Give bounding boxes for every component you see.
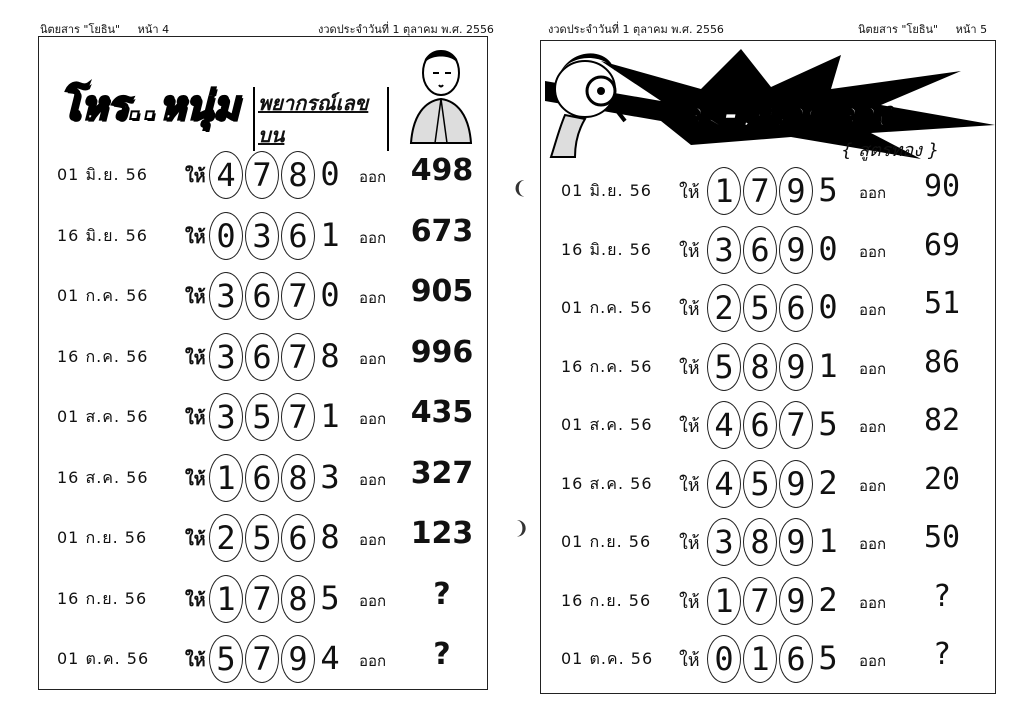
circled-digit: 9 xyxy=(779,343,813,391)
circled-digit: 9 xyxy=(779,577,813,625)
detective-magnifier-icon xyxy=(545,49,631,159)
row-extra-digit: 5 xyxy=(818,405,838,443)
circled-digit: 7 xyxy=(779,401,813,449)
circled-digit: 5 xyxy=(245,393,279,441)
row-date: 01 มิ.ย. 56 xyxy=(57,165,148,184)
circled-digit: 6 xyxy=(779,284,813,332)
row-result: ? xyxy=(433,576,451,612)
row-extra-digit: 5 xyxy=(818,639,838,677)
row-result: 435 xyxy=(410,395,474,430)
circled-digit: 1 xyxy=(743,635,777,683)
circled-digit: 9 xyxy=(779,226,813,274)
left-page-number: หน้า 4 xyxy=(137,23,170,36)
circled-digit: 7 xyxy=(743,577,777,625)
circled-digit: 7 xyxy=(245,151,279,199)
left-subtitle: พยากรณ์เลขบน xyxy=(253,87,389,151)
circled-digit: 6 xyxy=(281,514,315,562)
prediction-row xyxy=(541,224,995,276)
left-magazine-name: นิตยสาร "โยธิน" xyxy=(40,23,121,36)
row-out-label: ออก xyxy=(359,289,387,307)
row-give-label: ให้ xyxy=(679,533,700,554)
circled-digit: 5 xyxy=(209,635,243,683)
circled-digit: 7 xyxy=(245,575,279,623)
circled-digit: 8 xyxy=(281,151,315,199)
row-give-label: ให้ xyxy=(185,408,206,429)
prediction-row xyxy=(541,282,995,334)
row-extra-digit: 8 xyxy=(320,518,340,556)
row-date: 01 มิ.ย. 56 xyxy=(561,181,652,200)
row-date: 01 ต.ค. 56 xyxy=(561,649,654,668)
row-give-label: ให้ xyxy=(185,166,206,187)
row-extra-digit: 4 xyxy=(320,639,340,677)
row-result: 86 xyxy=(923,344,961,380)
row-out-label: ออก xyxy=(359,652,387,670)
prediction-row xyxy=(541,165,995,217)
row-extra-digit: 0 xyxy=(320,276,340,314)
circled-digit: 5 xyxy=(707,343,741,391)
row-out-label: ออก xyxy=(859,242,887,261)
row-give-label: ให้ xyxy=(185,468,206,490)
row-date: 16 มิ.ย. 56 xyxy=(561,239,652,259)
circled-digit: 1 xyxy=(209,454,243,502)
row-give-label: ให้ xyxy=(185,589,206,611)
circled-digit: 4 xyxy=(707,460,741,508)
circled-digit: 3 xyxy=(209,393,243,441)
circled-digit: 1 xyxy=(707,577,741,625)
circled-digit: 6 xyxy=(245,272,279,320)
row-extra-digit: 2 xyxy=(818,580,838,619)
circled-digit: 5 xyxy=(245,514,279,562)
gutter-mark: ❩ xyxy=(514,518,530,539)
row-result: 498 xyxy=(410,153,474,188)
row-date: 16 ก.ค. 56 xyxy=(57,346,149,366)
row-give-label: ให้ xyxy=(185,529,206,550)
row-date: 16 ก.ย. 56 xyxy=(561,590,652,610)
row-out-label: ออก xyxy=(859,301,887,319)
left-draw-date: งวดประจำวันที่ 1 ตุลาคม พ.ศ. 2556 xyxy=(318,23,494,36)
row-extra-digit: 2 xyxy=(818,463,838,502)
row-give-label: ให้ xyxy=(679,357,700,379)
circled-digit: 6 xyxy=(281,212,315,260)
circled-digit: 3 xyxy=(707,518,741,566)
row-out-label: ออก xyxy=(859,476,887,495)
row-result: 673 xyxy=(410,213,474,249)
circled-digit: 9 xyxy=(779,518,813,566)
circled-digit: 1 xyxy=(707,167,741,215)
row-out-label: ออก xyxy=(359,591,387,610)
row-out-label: ออก xyxy=(359,228,387,247)
right-draw-date: งวดประจำวันที่ 1 ตุลาคม พ.ศ. 2556 xyxy=(548,23,724,36)
circled-digit: 6 xyxy=(245,454,279,502)
circled-digit: 7 xyxy=(245,635,279,683)
circled-digit: 8 xyxy=(281,454,315,502)
row-give-label: ให้ xyxy=(679,591,700,613)
circled-digit: 7 xyxy=(281,333,315,381)
row-extra-digit: 8 xyxy=(320,336,340,375)
row-result: 905 xyxy=(410,274,474,309)
row-result: 51 xyxy=(923,286,961,321)
prediction-row xyxy=(541,399,995,451)
prediction-row xyxy=(39,391,487,443)
row-date: 16 ส.ค. 56 xyxy=(57,467,149,487)
prediction-row xyxy=(541,516,995,568)
circled-digit: 4 xyxy=(209,151,243,199)
row-give-label: ให้ xyxy=(679,240,700,262)
row-give-label: ให้ xyxy=(679,474,700,496)
row-date: 01 ก.ย. 56 xyxy=(57,528,148,547)
circled-digit: 0 xyxy=(209,212,243,260)
prediction-row xyxy=(541,458,995,510)
row-give-label: ให้ xyxy=(185,287,206,308)
prediction-row xyxy=(541,341,995,393)
row-out-label: ออก xyxy=(859,184,887,202)
circled-digit: 9 xyxy=(281,635,315,683)
row-result: ? xyxy=(932,637,952,672)
prediction-row xyxy=(39,331,487,383)
circled-digit: 2 xyxy=(209,514,243,562)
circled-digit: 3 xyxy=(209,333,243,381)
prediction-row xyxy=(39,452,487,504)
row-extra-digit: 3 xyxy=(320,457,340,496)
prediction-row xyxy=(39,270,487,322)
right-subtitle: { สูตรทอง } xyxy=(841,140,940,161)
circled-digit: 3 xyxy=(245,212,279,260)
row-extra-digit: 5 xyxy=(818,171,838,209)
row-out-label: ออก xyxy=(359,470,387,489)
right-prediction-panel xyxy=(540,40,996,694)
row-result: ? xyxy=(932,578,952,614)
row-result: 90 xyxy=(923,169,961,204)
row-give-label: ให้ xyxy=(679,650,700,671)
circled-digit: 5 xyxy=(743,284,777,332)
row-extra-digit: 1 xyxy=(818,346,838,385)
circled-digit: 6 xyxy=(779,635,813,683)
row-date: 16 ก.ค. 56 xyxy=(561,356,653,376)
circled-digit: 6 xyxy=(743,401,777,449)
row-extra-digit: 0 xyxy=(818,229,838,268)
row-result: 996 xyxy=(410,334,474,370)
row-result: 50 xyxy=(923,520,961,555)
row-out-label: ออก xyxy=(859,359,887,378)
circled-digit: 5 xyxy=(743,460,777,508)
circled-digit: 4 xyxy=(707,401,741,449)
row-give-label: ให้ xyxy=(679,416,700,437)
row-date: 01 ส.ค. 56 xyxy=(57,407,149,426)
row-give-label: ให้ xyxy=(679,299,700,320)
right-magazine-name: นิตยสาร "โยธิน" xyxy=(858,23,939,36)
row-result: 82 xyxy=(923,403,961,438)
row-give-label: ให้ xyxy=(185,347,206,369)
circled-digit: 7 xyxy=(281,272,315,320)
row-date: 16 มิ.ย. 56 xyxy=(57,225,148,245)
row-give-label: ให้ xyxy=(679,182,700,203)
circled-digit: 3 xyxy=(707,226,741,274)
row-out-label: ออก xyxy=(859,593,887,612)
row-extra-digit: 1 xyxy=(320,397,340,435)
circled-digit: 8 xyxy=(281,575,315,623)
row-date: 01 ก.ย. 56 xyxy=(561,532,652,551)
row-result: 20 xyxy=(923,461,961,497)
fortune-teller-portrait-icon xyxy=(401,45,481,145)
prediction-row xyxy=(39,573,487,625)
circled-digit: 9 xyxy=(779,460,813,508)
circled-digit: 2 xyxy=(707,284,741,332)
right-page-number: หน้า 5 xyxy=(955,23,988,36)
prediction-row xyxy=(39,633,487,685)
row-result: 123 xyxy=(410,516,474,551)
row-extra-digit: 0 xyxy=(320,155,340,193)
circled-digit: 9 xyxy=(779,167,813,215)
row-give-label: ให้ xyxy=(185,226,206,248)
prediction-row xyxy=(541,575,995,627)
circled-digit: 7 xyxy=(743,167,777,215)
row-date: 01 ต.ค. 56 xyxy=(57,649,150,668)
row-out-label: ออก xyxy=(859,418,887,436)
right-title: สิม-หน่วย ล่าง xyxy=(681,95,892,135)
row-date: 01 ส.ค. 56 xyxy=(561,415,653,434)
row-extra-digit: 5 xyxy=(320,578,340,617)
right-page-header xyxy=(858,20,1001,38)
left-title-banner xyxy=(59,73,389,147)
prediction-row xyxy=(39,512,487,564)
row-result: ? xyxy=(433,637,451,672)
row-extra-digit: 0 xyxy=(818,288,838,326)
gutter-mark: ❨ xyxy=(512,178,528,199)
circled-digit: 8 xyxy=(743,518,777,566)
circled-digit: 0 xyxy=(707,635,741,683)
circled-digit: 1 xyxy=(209,575,243,623)
row-date: 16 ก.ย. 56 xyxy=(57,588,148,608)
row-out-label: ออก xyxy=(359,168,387,186)
left-title: โหร..หนุ่ม xyxy=(59,83,239,129)
prediction-row xyxy=(39,210,487,262)
left-prediction-panel xyxy=(38,36,488,690)
row-result: 327 xyxy=(410,455,474,491)
row-out-label: ออก xyxy=(359,349,387,368)
row-date: 16 ส.ค. 56 xyxy=(561,473,653,493)
prediction-row xyxy=(39,149,487,201)
row-extra-digit: 1 xyxy=(818,522,838,560)
row-out-label: ออก xyxy=(359,531,387,549)
row-date: 01 ก.ค. 56 xyxy=(561,298,653,317)
row-out-label: ออก xyxy=(859,652,887,670)
circled-digit: 8 xyxy=(743,343,777,391)
row-date: 01 ก.ค. 56 xyxy=(57,286,149,305)
row-give-label: ให้ xyxy=(185,650,206,671)
row-extra-digit: 1 xyxy=(320,215,340,254)
row-out-label: ออก xyxy=(859,535,887,553)
row-result: 69 xyxy=(923,227,961,263)
circled-digit: 7 xyxy=(281,393,315,441)
circled-digit: 6 xyxy=(743,226,777,274)
circled-digit: 3 xyxy=(209,272,243,320)
row-out-label: ออก xyxy=(359,410,387,428)
prediction-row xyxy=(541,633,995,685)
circled-digit: 6 xyxy=(245,333,279,381)
